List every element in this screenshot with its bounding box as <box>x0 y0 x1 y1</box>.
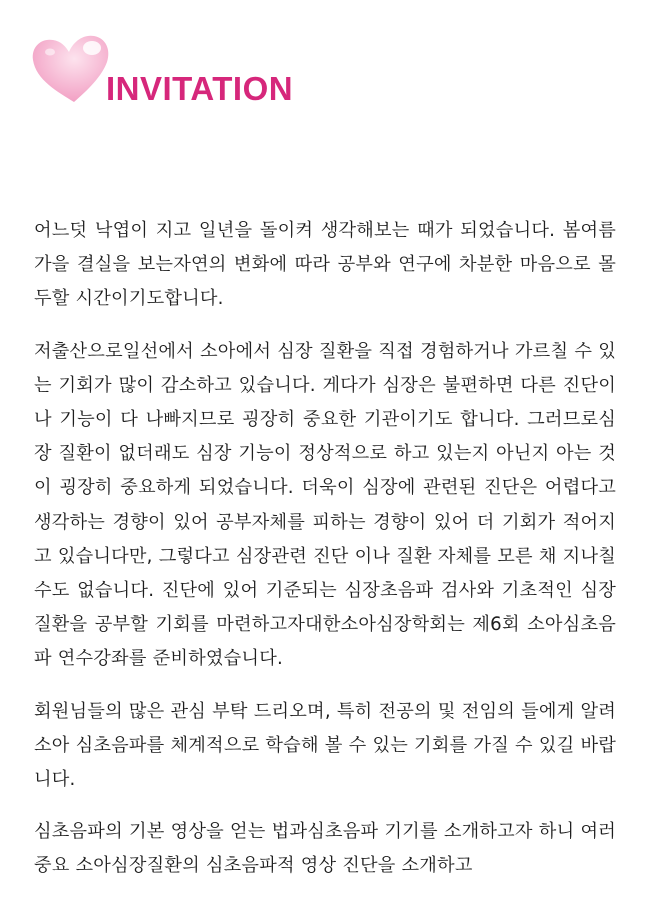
paragraph-3: 회원님들의 많은 관심 부탁 드리오며, 특히 전공의 및 전임의 들에게 알려 소아 심초음파를 체계적으로 학습해 볼 수 있는 기회를 가질 수 있길 바랍니다. <box>34 700 616 791</box>
paragraph-2: 저출산으로일선에서 소아에서 심장 질환을 직접 경험하거나 가르칠 수 있는 기회가 많이 감소하고 있습니다. 게다가 심장은 불편하면 다른 진단이나 기능이 다 나빠지므로 굉장히 중요한 기관이기도 합니다. 그러므로심장 질환이 없더래도 심장 기능이 정상적으로 하고 있는지 아닌지 아는 것이 굉장히 중요하게 되었습니다. 더욱이 심장에 관련된 진단은 어렵다고 생각하는 경향이 있어 공부자체를 피하는 경향이 있어 더 기회가 적어지고 있습니다만, 그렇다고 심장관련 진단 이나 질환 자체를 모른 채 지나칠 수도 없습니다. 진단에 있어 기준되는 심장초음파 검사와 기초적인 심장질환을 공부할 기회를 마련하고자대한소아심장학회는 제6회 소아심초음파 연수강좌를 준비하였습니다. <box>34 340 616 670</box>
heart-icon <box>28 28 118 108</box>
invitation-body <box>34 214 616 902</box>
paragraph-1: 어느덧 낙엽이 지고 일년을 돌이켜 생각해보는 때가 되었습니다. 봄여름 가을 결실을 보는자연의 변화에 따라 공부와 연구에 차분한 마음으로 몰두할 시간이기도합니다. <box>34 220 616 310</box>
paragraph-4: 심초음파의 기본 영상을 얻는 법과심초음파 기기를 소개하고자 하니 여러 중요 소아심장질환의 심초음파적 영상 진단을 소개하고 <box>34 821 616 877</box>
page-title: INVITATION <box>106 70 294 107</box>
invitation-header <box>28 28 328 118</box>
